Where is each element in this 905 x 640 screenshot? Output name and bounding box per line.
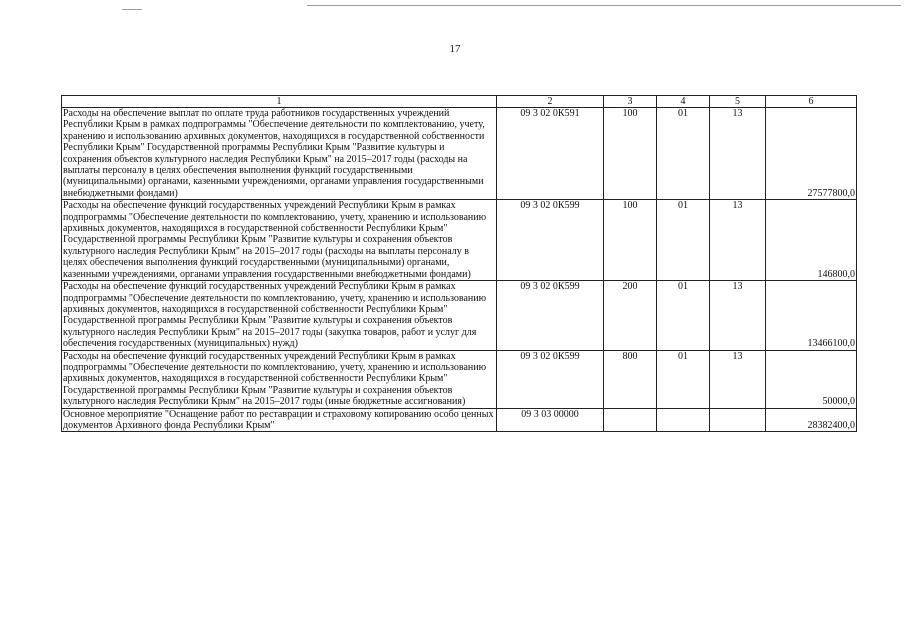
- row-description: Расходы на обеспечение выплат по оплате труда работников государственных учреждений Республики Крым в рамках подпрограммы "Обеспечение деятельности по комплектованию, учету, хранению и использованию архивных документов, находящихся в государственной собственности Республики Крым" Государственной программы Республики Крым "Развитие культуры и сохранения объектов культурного наследия Республики Крым" на 2015–2017 годы (расходы на выплаты персоналу в целях обеспечения выполнения функций государственными (муниципальными) органами, казенными учреждениями, органами управления государственными внебюджетными фондами): [62, 108, 497, 200]
- row-col4: [657, 408, 710, 432]
- row-col3: 800: [604, 350, 657, 408]
- row-code: 09 3 02 0К599: [497, 200, 604, 281]
- row-description: Расходы на обеспечение функций государственных учреждений Республики Крым в рамках подпрограммы "Обеспечение деятельности по комплектованию, учету, хранению и использованию архивных документов, находящихся в государственной собственности Республики Крым" Государственной программы Республики Крым "Развитие культуры и сохранения объектов культурного наследия Республики Крым" на 2015–2017 годы (иные бюджетные ассигнования): [62, 350, 497, 408]
- row-col5: 13: [710, 281, 766, 350]
- scan-artifact-line: [122, 9, 142, 10]
- row-col4: 01: [657, 200, 710, 281]
- table-row: [62, 200, 857, 281]
- row-code: 09 3 02 0К599: [497, 281, 604, 350]
- row-col5: 13: [710, 108, 766, 200]
- row-col5: [710, 408, 766, 432]
- row-amount: 27577800,0: [766, 108, 857, 200]
- row-amount: 50000,0: [766, 350, 857, 408]
- row-col4: 01: [657, 108, 710, 200]
- header-col-2: 2: [497, 96, 604, 108]
- table-row: [62, 408, 857, 432]
- header-col-4: 4: [657, 96, 710, 108]
- row-code: 09 3 03 00000: [497, 408, 604, 432]
- row-col5: 13: [710, 350, 766, 408]
- table-row: [62, 108, 857, 200]
- row-code: 09 3 02 0К591: [497, 108, 604, 200]
- scan-artifact-line: [307, 5, 901, 6]
- header-col-5: 5: [710, 96, 766, 108]
- row-code: 09 3 02 0К599: [497, 350, 604, 408]
- row-amount: 13466100,0: [766, 281, 857, 350]
- row-col3: 200: [604, 281, 657, 350]
- row-amount: 28382400,0: [766, 408, 857, 432]
- row-col4: 01: [657, 281, 710, 350]
- budget-table: [61, 95, 857, 432]
- row-amount: 146800,0: [766, 200, 857, 281]
- header-col-6: 6: [766, 96, 857, 108]
- row-col3: 100: [604, 200, 657, 281]
- row-description: Расходы на обеспечение функций государственных учреждений Республики Крым в рамках подпрограммы "Обеспечение деятельности по комплектованию, учету, хранению и использованию архивных документов, находящихся в государственной собственности Республики Крым" Государственной программы Республики Крым "Развитие культуры и сохранения объектов культурного наследия Республики Крым" на 2015–2017 годы (закупка товаров, работ и услуг для обеспечения государственных (муниципальных) нужд): [62, 281, 497, 350]
- table-row: [62, 350, 857, 408]
- row-col4: 01: [657, 350, 710, 408]
- row-col3: [604, 408, 657, 432]
- table-header-row: [62, 96, 857, 108]
- row-col5: 13: [710, 200, 766, 281]
- header-col-3: 3: [604, 96, 657, 108]
- table-row: [62, 281, 857, 350]
- row-col3: 100: [604, 108, 657, 200]
- page-number: 17: [449, 43, 461, 55]
- row-description: Основное мероприятие "Оснащение работ по реставрации и страховому копированию особо ценных документов Архивного фонда Республики Крым": [62, 408, 497, 432]
- row-description: Расходы на обеспечение функций государственных учреждений Республики Крым в рамках подпрограммы "Обеспечение деятельности по комплектованию, учету, хранению и использованию архивных документов, находящихся в государственной собственности Республики Крым" Государственной программы Республики Крым "Развитие культуры и сохранения объектов культурного наследия Республики Крым" на 2015–2017 годы (расходы на выплаты персоналу в целях обеспечения выполнения функций государственными (муниципальными) органами, казенными учреждениями, органами управления государственными внебюджетными фондами): [62, 200, 497, 281]
- header-col-1: 1: [62, 96, 497, 108]
